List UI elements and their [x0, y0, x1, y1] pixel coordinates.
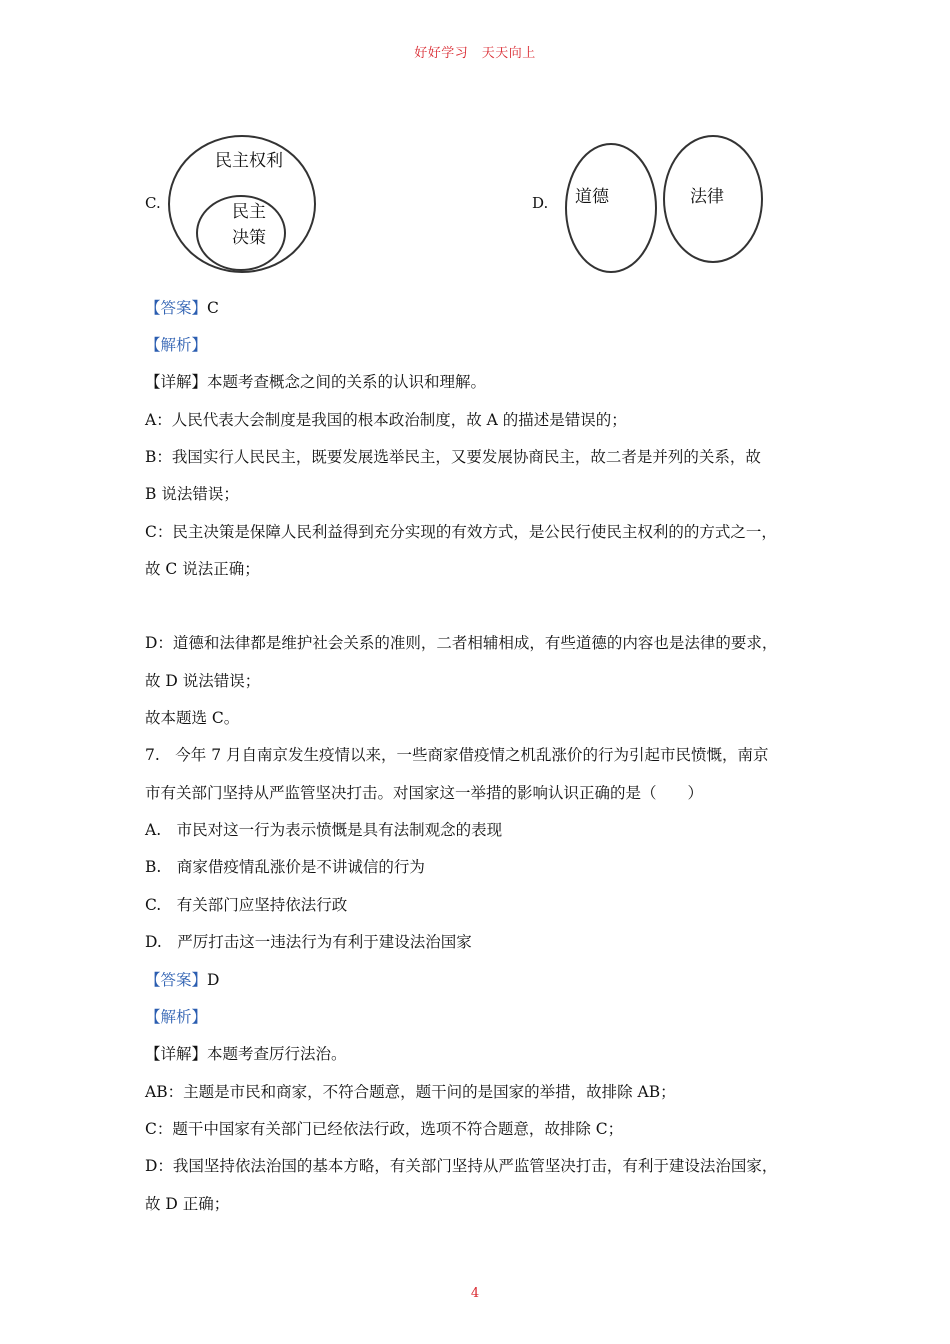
left-ellipse: [566, 144, 656, 272]
text-line: D：道德和法律都是维护社会关系的准则，二者相辅相成，有些道德的内容也是法律的要求，: [145, 634, 778, 652]
question-stem: 7. 今年 7 月自南京发生疫情以来，一些商家借疫情之机乱涨价的行为引起市民愤慨，南京: [145, 746, 769, 764]
option-d-label: D.: [532, 194, 549, 212]
answer-value: C: [207, 299, 219, 317]
page-number: 4: [470, 1286, 480, 1301]
text-line: 【详解】本题考查概念之间的关系的认识和理解。: [145, 373, 487, 391]
question-option-c: C. 有关部门应坚持依法行政: [145, 896, 348, 914]
text-line: B 说法错误；: [145, 485, 239, 503]
right-label: 法律: [690, 187, 724, 207]
left-label: 道德: [575, 187, 609, 207]
text-line: 【详解】本题考查厉行法治。: [145, 1045, 347, 1063]
text-line: B：我国实行人民民主，既要发展选举民主，又要发展协商民主，故二者是并列的关系，故: [145, 448, 761, 466]
text-line: [145, 1007, 207, 1027]
inner-label-1: 民主: [232, 202, 266, 222]
answer-value: D: [207, 971, 220, 989]
question-option-d: D. 严厉打击这一违法行为有利于建设法治国家: [145, 933, 472, 951]
text-line: [145, 970, 219, 990]
option-c-diagram: [165, 132, 325, 280]
text-line: A：人民代表大会制度是我国的根本政治制度，故 A 的描述是错误的；: [145, 411, 627, 429]
answer-tag: 【答案】: [145, 971, 208, 989]
text-line: C：题干中国家有关部门已经依法行政，选项不符合题意，故排除 C；: [145, 1120, 624, 1138]
text-line: 故 D 正确；: [145, 1195, 230, 1213]
text-line: AB：主题是市民和商家，不符合题意，题干问的是国家的举措，故排除 AB；: [145, 1083, 676, 1101]
question-stem: 市有关部门坚持从严监管坚决打击。对国家这一举措的影响认识正确的是（ ）: [145, 784, 704, 802]
text-line: 故 D 说法错误；: [145, 672, 261, 690]
analysis-tag: 【解析】: [145, 1008, 208, 1026]
outer-label: 民主权利: [215, 151, 283, 171]
text-line: 故 C 说法正确；: [145, 560, 260, 578]
text-line: [145, 335, 207, 355]
question-option-a: A. 市民对这一行为表示愤慨是具有法制观念的表现: [145, 821, 503, 839]
text-line: 故本题选 C。: [145, 709, 240, 727]
analysis-tag: 【解析】: [145, 336, 208, 354]
answer-tag: 【答案】: [145, 299, 208, 317]
option-c-label: C.: [145, 194, 161, 212]
question-option-b: B. 商家借疫情乱涨价是不讲诚信的行为: [145, 858, 425, 876]
inner-label-2: 决策: [232, 228, 266, 248]
page-header: 好好学习 天天向上: [414, 46, 536, 61]
text-line: C：民主决策是保障人民利益得到充分实现的有效方式，是公民行使民主权利的的方式之一，: [145, 523, 777, 541]
option-d-diagram: [560, 130, 770, 278]
text-line: D：我国坚持依法治国的基本方略，有关部门坚持从严监管坚决打击，有利于建设法治国家，: [145, 1157, 778, 1175]
text-line: [145, 298, 219, 318]
